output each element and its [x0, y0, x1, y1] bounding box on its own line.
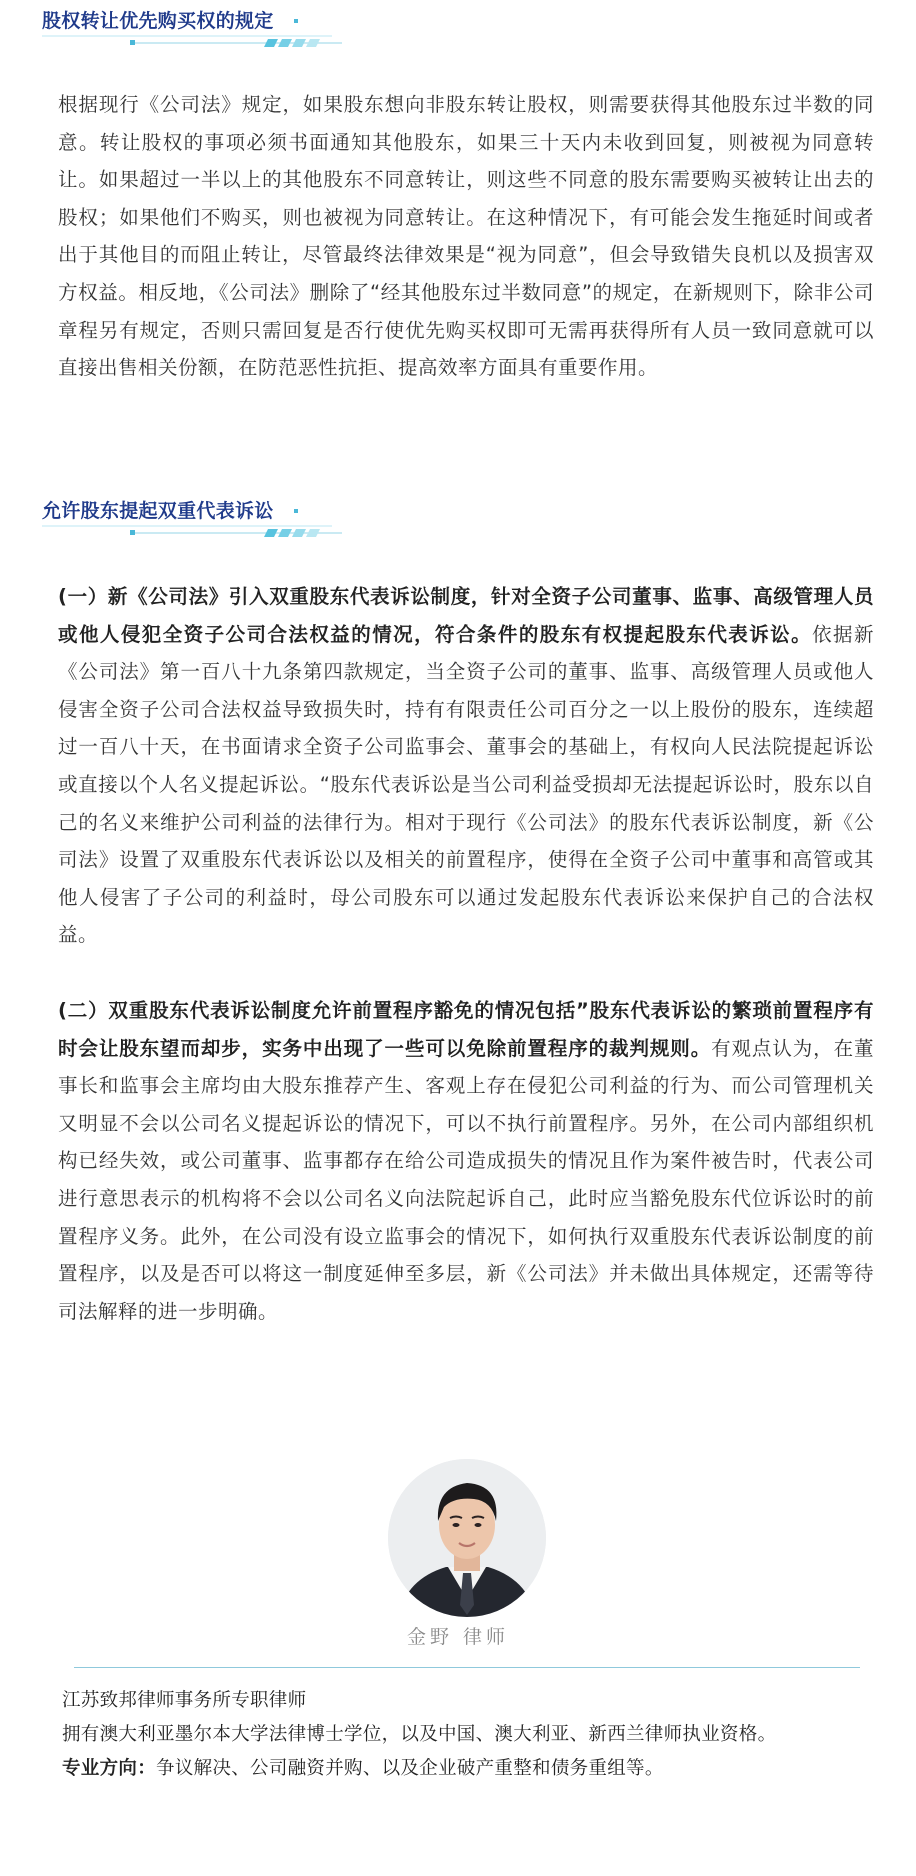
section-2-paragraph-1: [58, 578, 874, 954]
avatar: [388, 1459, 546, 1617]
section-header-2: [42, 496, 362, 536]
lawyer-position: 江苏致邦律师事务所专职律师: [62, 1690, 307, 1711]
focus-value: 争议解决、公司融资并购、以及企业破产重整和债务重组等。: [156, 1758, 664, 1779]
section-title: 允许股东提起双重代表诉讼: [42, 500, 274, 522]
profile-divider: [74, 1667, 860, 1668]
paragraph-lead-bold: (一）新《公司法》引入双重股东代表诉讼制度，针对全资子公司董事、监事、高级管理人员或他人侵犯全资子公司合法权益的情况，符合条件的股东有权提起股东代表诉讼。: [58, 585, 874, 646]
section-header-1: [42, 6, 362, 46]
paragraph-lead-bold: (二）双重股东代表诉讼制度允许前置程序豁免的情况包括”股东代表诉讼的繁琐前置程序有时会让股东望而却步，实务中出现了一些可以免除前置程序的裁判规则。: [58, 999, 874, 1060]
paragraph-body: 有观点认为，在董事长和监事会主席均由大股东推荐产生、客观上存在侵犯公司利益的行为、而公司管理机关又明显不会以公司名义提起诉讼的情况下，可以不执行前置程序。另外，在公司内部组织机构已经失效，或公司董事、监事都存在给公司造成损失的情况且作为案件被告时，代表公司进行意思表示的机构将不会以公司名义向法院起诉自己，此时应当豁免股东代位诉讼时的前置程序义务。此外，在公司没有设立监事会的情况下，如何执行双重股东代表诉讼制度的前置程序，以及是否可以将这一制度延伸至多层，新《公司法》并未做出具体规定，还需等待司法解释的进一步明确。: [58, 1036, 874, 1323]
section-2-paragraph-2: [58, 992, 874, 1330]
lawyer-focus: [62, 1752, 882, 1786]
focus-label: 专业方向：: [62, 1758, 157, 1779]
section-title: 股权转让优先购买权的规定: [42, 10, 274, 32]
paragraph-body: 依据新《公司法》第一百八十九条第四款规定，当全资子公司的董事、监事、高级管理人员或他人侵害全资子公司合法权益导致损失时，持有有限责任公司百分之一以上股份的股东，连续超过一百八十天，在书面请求全资子公司监事会、董事会的基础上，有权向人民法院提起诉讼或直接以个人名义提起诉讼。“股东代表诉讼是当公司利益受损却无法提起诉讼时，股东以自己的名义来维护公司利益的法律行为。相对于现行《公司法》的股东代表诉讼制度，新《公司法》设置了双重股东代表诉讼以及相关的前置程序，使得在全资子公司中董事和高管或其他人侵害了子公司的利益时，母公司股东可以通过发起股东代表诉讼来保护自己的合法权益。: [58, 622, 874, 947]
lawyer-qualifications: 拥有澳大利亚墨尔本大学法律博士学位，以及中国、澳大利亚、新西兰律师执业资格。: [62, 1724, 777, 1745]
section-1-paragraph: 根据现行《公司法》规定，如果股东想向非股东转让股权，则需要获得其他股东过半数的同意。转让股权的事项必须书面通知其他股东，如果三十天内未收到回复，则被视为同意转让。如果超过一半以上的其他股东不同意转让，则这些不同意的股东需要购买被转让出去的股权；如果他们不购买，则也被视为同意转让。在这种情况下，有可能会发生拖延时间或者出于其他目的而阻止转让，尽管最终法律效果是“视为同意”，但会导致错失良机以及损害双方权益。相反地，《公司法》删除了“经其他股东过半数同意”的规定，在新规则下，除非公司章程另有规定，否则只需回复是否行使优先购买权即可无需再获得所有人员一致同意就可以直接出售相关份额，在防范恶性抗拒、提高效率方面具有重要作用。: [58, 93, 874, 380]
lawyer-name: 金野 律师: [406, 1626, 510, 1648]
lawyer-portrait-icon: [388, 1459, 546, 1617]
